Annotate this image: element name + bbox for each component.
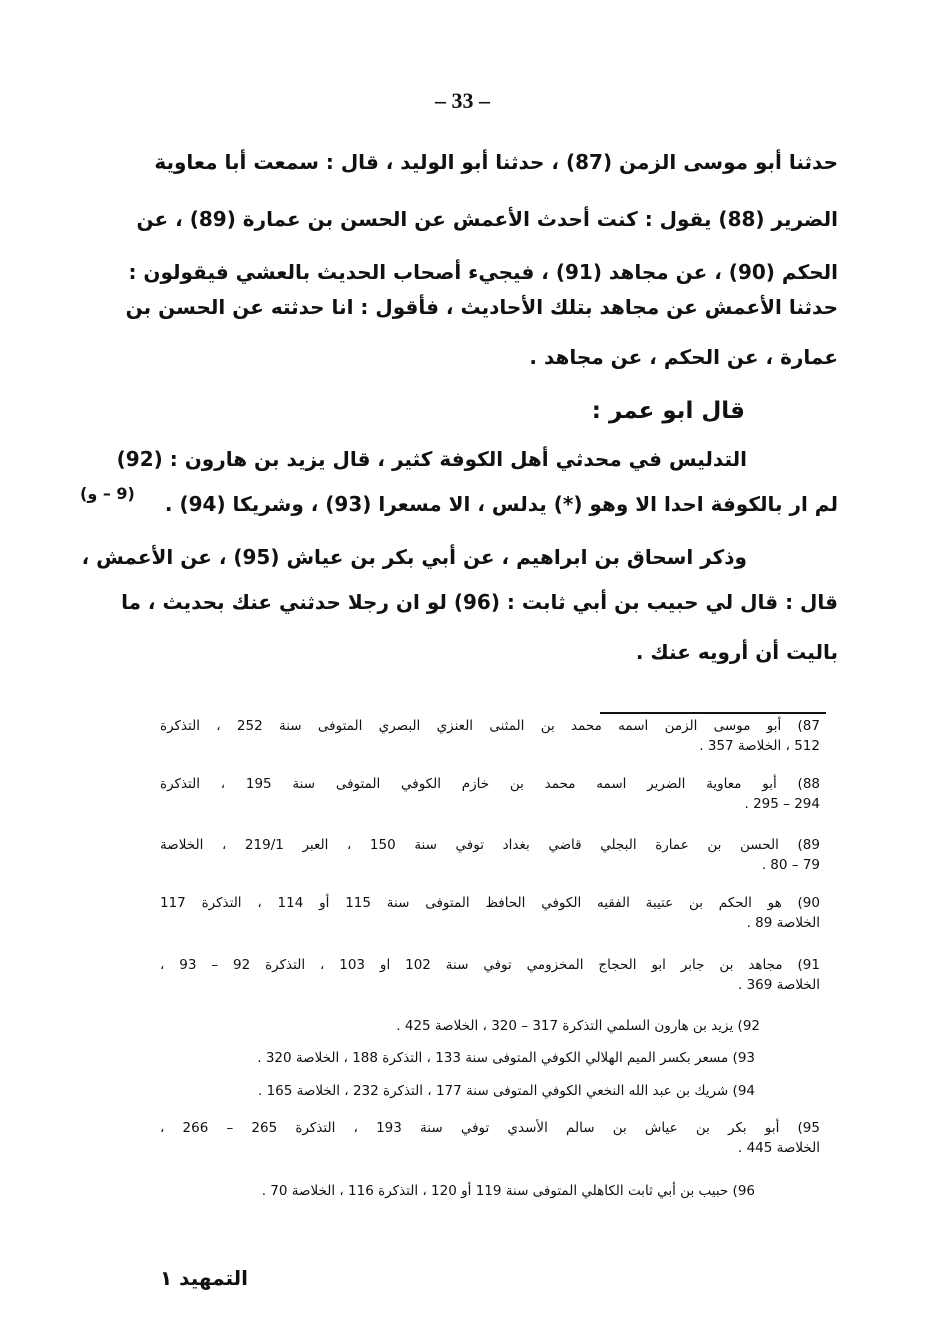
footnote-line: الخلاصة 89 .	[746, 915, 820, 931]
footnote-line: 87) أبو موسى الزمن اسمه محمد بن المثنى العنزي البصري المتوفى سنة 252 ، التذكرة	[160, 718, 820, 734]
footnote-line: الخلاصة 369 .	[737, 977, 820, 993]
footnote-line: 91) مجاهد بن جابر ابو الحجاج المخزومي توفي سنة 102 او 103 ، التذكرة 92 – 93 ،	[160, 957, 820, 973]
paragraph-line: لم ار بالكوفة احدا الا وهو (*) يدلس ، الا مسعرا (93) ، وشريكا (94) .	[164, 492, 838, 516]
footnote-line: 96) حبيب بن أبي ثابت الكاهلي المتوفى سنة 119 أو 120 ، التذكرة 116 ، الخلاصة 70 .	[261, 1183, 755, 1199]
footnote	[160, 1118, 820, 1158]
footnote-line: 92) يزيد بن هارون السلمي التذكرة 317 – 320 ، الخلاصة 425 .	[396, 1018, 760, 1034]
paragraph-line: حدثنا أبو موسى الزمن (87) ، حدثنا أبو الوليد ، قال : سمعت أبا معاوية	[154, 150, 838, 174]
footnote	[160, 1048, 755, 1068]
paragraph-line: التدليس في محدثي أهل الكوفة كثير ، قال يزيد بن هارون : (92)	[116, 447, 747, 471]
footnote	[160, 1081, 755, 1101]
footnote-line: 95) أبو بكر بن عياش بن سالم الأسدي توفي سنة 193 ، التذكرة 265 – 266 ،	[160, 1120, 820, 1136]
footnote	[160, 955, 820, 995]
paragraph-line: الحكم (90) ، عن مجاهد (91) ، فيجيء أصحاب الحديث بالعشي فيقولون :	[128, 260, 838, 284]
footnote	[160, 893, 820, 933]
footnote-line: 88) أبو معاوية الضرير اسمه محمد بن خازم الكوفي المتوفى سنة 195 ، التذكرة	[160, 776, 820, 792]
section-heading: قال ابو عمر :	[591, 398, 745, 424]
book-signature: التمهيد ١	[160, 1266, 249, 1290]
footnote-line: 93) مسعر بكسر الميم الهلالي الكوفي المتوفى سنة 133 ، التذكرة 188 ، الخلاصة 320 .	[257, 1050, 755, 1066]
paragraph-line: عمارة ، عن الحكم ، عن مجاهد .	[529, 345, 838, 369]
page-number: – 33 –	[435, 88, 490, 113]
footnote	[160, 716, 820, 756]
footnote	[160, 774, 820, 814]
footnote-line: 90) هو الحكم بن عتيبة الفقيه الكوفي الحافظ المتوفى سنة 115 أو 114 ، التذكرة 117	[160, 895, 820, 911]
margin-note: (9 – و)	[80, 484, 135, 503]
footnote	[160, 835, 820, 875]
footnote-line: 89) الحسن بن عمارة البجلي قاضي بغداد توفي سنة 150 ، العبر 219/1 ، الخلاصة	[160, 837, 820, 853]
footnote-separator	[600, 712, 826, 714]
paragraph-line: الضرير (88) يقول : كنت أحدث الأعمش عن الحسن بن عمارة (89) ، عن	[136, 207, 838, 231]
footnote-line: 294 – 295 .	[744, 796, 820, 812]
footnote-line: 79 – 80 .	[761, 857, 820, 873]
paragraph-line: قال : قال لي حبيب بن أبي ثابت : (96) لو ان رجلا حدثني عنك بحديث ، ما	[121, 590, 838, 614]
paragraph-line: وذكر اسحاق بن ابراهيم ، عن أبي بكر بن عياش (95) ، عن الأعمش ،	[81, 545, 747, 569]
paragraph-line: باليت أن أرويه عنك .	[635, 640, 838, 664]
footnote-line: 512 ، الخلاصة 357 .	[699, 738, 820, 754]
footnote	[160, 1181, 755, 1201]
paragraph-line: حدثنا الأعمش عن مجاهد بتلك الأحاديث ، فأقول : انا حدثته عن الحسن بن	[125, 295, 838, 319]
footnote-line: الخلاصة 445 .	[737, 1140, 820, 1156]
footnote-line: 94) شريك بن عبد الله النخعي الكوفي المتوفى سنة 177 ، التذكرة 232 ، الخلاصة 165 .	[258, 1083, 755, 1099]
footnote	[290, 1016, 760, 1036]
